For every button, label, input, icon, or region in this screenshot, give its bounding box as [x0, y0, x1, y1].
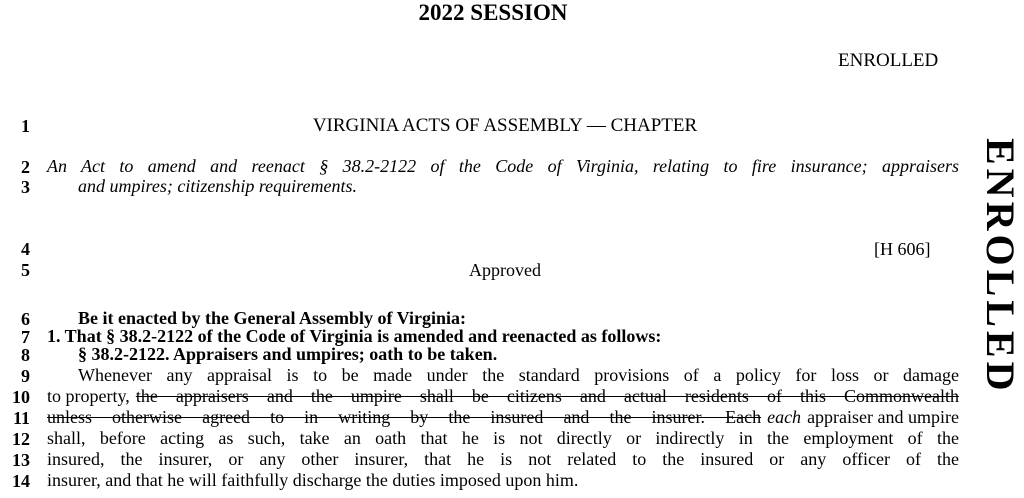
line-number: 5: [21, 260, 30, 280]
line-number: 4: [21, 239, 30, 259]
approved-label: Approved: [469, 260, 541, 280]
struck-text: unless otherwise agreed to in writing by the insured and the insurer. Each: [47, 407, 762, 427]
enrolled-label: ENROLLED: [838, 50, 939, 71]
body-line: insurer, and that he will faithfully discharge the duties imposed upon him.: [47, 470, 579, 490]
body-line: [47, 386, 959, 407]
line-number: 7: [21, 327, 30, 347]
section-heading: § 38.2-2122. Appraisers and umpires; oath to be taken.: [78, 344, 498, 364]
plain-text: to property,: [47, 386, 130, 406]
line-number: 12: [12, 429, 30, 449]
body-line: shall, before acting as such, take an oath that he is not directly or indirectly in the employment of the: [47, 428, 959, 448]
line-number: 2: [21, 157, 30, 177]
plain-text: appraiser and umpire: [807, 407, 959, 427]
body-line: insured, the insurer, or any other insurer, that he is not related to the insured or any officer of the: [47, 449, 959, 469]
line-number: 13: [12, 450, 30, 470]
body-line: [47, 407, 959, 428]
act-description-line: An Act to amend and reenact § 38.2-2122 of the Code of Virginia, relating to fire insurance; appraisers: [47, 156, 959, 176]
body-line: Whenever any appraisal is to be made under the standard provisions of a policy for loss or damage: [78, 365, 959, 385]
bill-number: [H 606]: [874, 239, 931, 259]
added-text: each: [767, 407, 802, 427]
session-heading: 2022 SESSION: [418, 0, 568, 25]
document-title: VIRGINIA ACTS OF ASSEMBLY — CHAPTER: [312, 115, 698, 136]
enrolled-side-stamp: ENROLLED: [978, 138, 1023, 395]
struck-text: the appraisers and the umpire shall be citizens and actual residents of this Commonwealth: [135, 386, 959, 406]
line-number: 10: [12, 387, 30, 407]
line-number: 6: [21, 309, 30, 329]
line-number: 9: [21, 366, 30, 386]
line-number: 14: [12, 471, 30, 491]
act-description-line: and umpires; citizenship requirements.: [78, 176, 357, 196]
section-amendment: 1. That § 38.2-2122 of the Code of Virginia is amended and reenacted as follows:: [47, 326, 662, 346]
line-number: 8: [21, 345, 30, 365]
line-number: 11: [12, 408, 30, 428]
line-number: 1: [21, 116, 30, 136]
enacting-clause: Be it enacted by the General Assembly of Virginia:: [78, 308, 466, 328]
line-number: 3: [21, 177, 30, 197]
